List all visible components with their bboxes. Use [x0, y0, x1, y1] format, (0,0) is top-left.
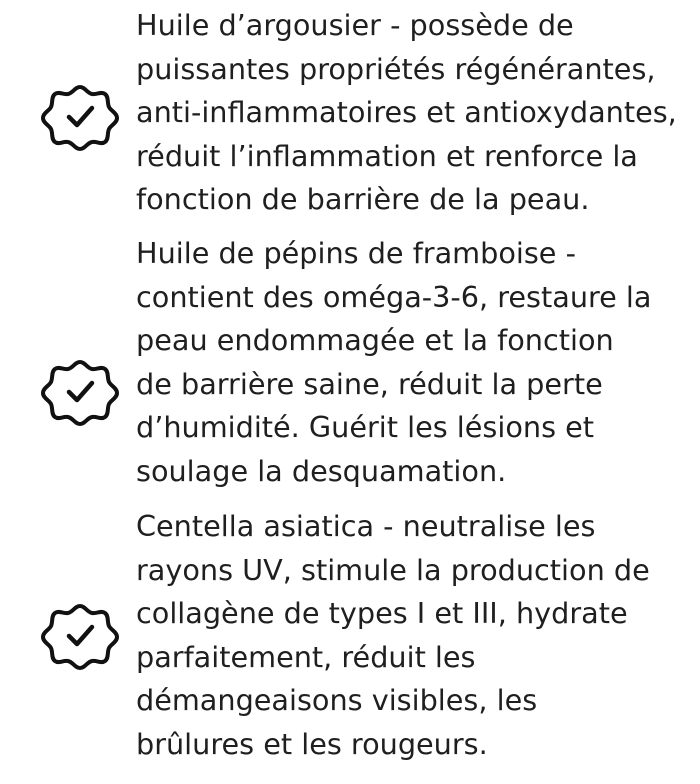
- benefit-text: Huile d’argousier - possède de puissantes propriétés régénérantes, anti-inflammatoires et antioxydantes, réduit l’inflammation et renforce la fonction de barrière de la peau.: [136, 8, 677, 216]
- check-badge-icon: [40, 73, 120, 153]
- benefit-text: Centella asiatica - neutralise les rayons UV, stimule la production de collagène de types I et III, hydrate parfaitement, réduit les démangeaisons visibles, les brûlures et les rougeurs.: [136, 509, 650, 761]
- check-badge-icon: [40, 592, 120, 672]
- benefit-text: Huile de pépins de framboise - contient des oméga-3-6, restaure la peau endommagée et la fonction de barrière saine, réduit la perte d’humidité. Guérit les lésions et soulage la desquamation.: [136, 236, 652, 488]
- check-badge-icon: [40, 348, 120, 428]
